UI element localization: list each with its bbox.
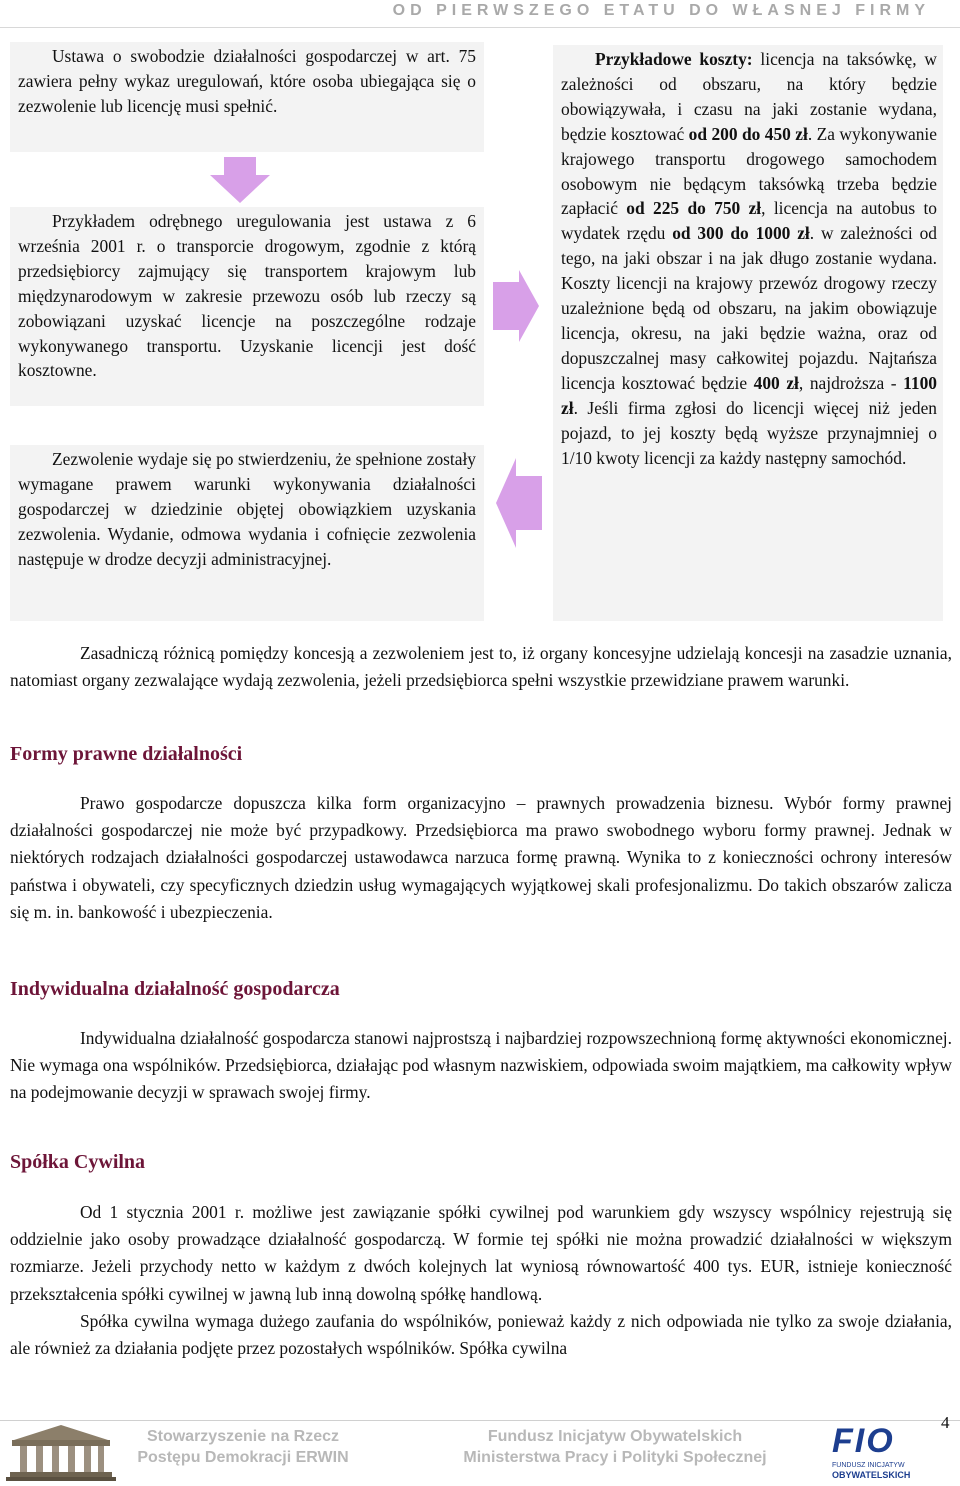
arrow-left-icon: [496, 458, 542, 548]
footer-org-line2: Postępu Demokracji ERWIN: [137, 1449, 349, 1466]
costs-text-3: , licencja na autobus to wydatek rzędu: [561, 198, 937, 244]
box-law-text: Ustawa o swobodzie działalności gospodarczej w art. 75 zawiera pełny wykaz uregulowań, które osoba ubiegająca się o zezwolenie lub licencję musi spełnić.: [18, 46, 476, 116]
costs-text-4: . w zależności od tego, na jaki obszar i na jak długo zostanie wydana. Koszty licencji na krajowy przewóz drogowy rzeczy uzależnione będą od obszaru, na jakim obowiązuje licencja, okresu, na jaki będzie ważna, oraz od dopuszczalnej masy całkowitej pojazdu. Najtańsza licencja kosztować będzie: [561, 223, 937, 393]
footer-fund: [430, 1426, 800, 1468]
section-individual: [10, 1025, 952, 1107]
costs-text-6: . Jeśli firma zgłosi do licencji więcej niż jeden pojazd, to jej koszty będą wyższe przynajmniej o 1/10 kwoty licencji za każdy następny samochód.: [561, 397, 937, 468]
erwin-temple-logo: [6, 1422, 116, 1482]
box-transport-regulation: [10, 207, 484, 406]
section-civil: [10, 1199, 952, 1362]
footer-organization: [118, 1426, 368, 1468]
costs-bus-range: od 300 do 1000 zł: [672, 223, 810, 244]
box-permit-info: [10, 445, 484, 621]
arrow-right-icon: [493, 270, 539, 342]
paragraph-forms: Prawo gospodarcze dopuszcza kilka form organizacyjno – prawnych prowadzenia biznesu. Wybór formy prawnej działalności gospodarczej nie może być przypadkowy. Przedsiębiorca ma prawo swobodnego wyboru formy prawnej. Jednak w niektórych rodzajach działalności gospodarczej ustawodawca narzuca formę prawną. Wynika to z konieczności ochrony interesów państwa i obywateli, czy specyficznych dziedzin usług wymagających wyjątkowej skali profesjonalizmu. Do takich obszarów zalicza się m. in. bankowość i ubezpieczenia.: [10, 793, 952, 922]
costs-text-1: licencja na taksówkę, w zależności od obszaru, na który będzie obowiązywała, i czasu na jaki zostanie wydana, będzie kosztować: [561, 49, 937, 144]
section-forms: [10, 790, 952, 926]
costs-lead: Przykładowe koszty:: [595, 49, 753, 69]
running-header: OD PIERWSZEGO ETATU DO WŁASNEJ FIRMY: [392, 2, 930, 19]
footer-fund-line2: Ministerstwa Pracy i Polityki Społecznej: [463, 1449, 767, 1466]
fio-logo-sub1: FUNDUSZ INICJATYW: [832, 1462, 905, 1469]
footer-rule: [0, 1420, 960, 1421]
fio-logo: [832, 1424, 938, 1480]
costs-text-5: , najdroższa -: [798, 372, 904, 393]
fio-logo-text: FIO: [832, 1422, 895, 1460]
page-number: 4: [941, 1413, 950, 1432]
costs-min: 400 zł: [753, 372, 799, 393]
section-difference: [10, 640, 952, 694]
costs-car-range: od 225 do 750 zł: [626, 198, 762, 219]
paragraph-individual: Indywidualna działalność gospodarcza stanowi najprostszą i najbardziej rozpowszechnioną formę aktywności ekonomicznej. Nie wymaga ona wspólników. Przedsiębiorca, działając pod własnym nazwiskiem, odpowiada swoim majątkiem, ma całkowity wpływ na podejmowanie decyzji w sprawach swojej firmy.: [10, 1028, 952, 1103]
box-law-article: [10, 42, 484, 152]
box-costs-text: [561, 47, 937, 470]
paragraph-civil-2: Spółka cywilna wymaga dużego zaufania do wspólników, ponieważ każdy z nich odpowiada nie tylko za swoje działania, ale również za działania podjęte przez pozostałych wspólników. Spółka cywilna: [10, 1310, 952, 1359]
heading-civil: Spółka Cywilna: [10, 1151, 146, 1173]
fio-logo-sub2: OBYWATELSKICH: [832, 1470, 911, 1480]
header-rule: [0, 27, 960, 28]
costs-taxi-range: od 200 do 450 zł: [688, 123, 808, 144]
footer-fund-line1: Fundusz Inicjatyw Obywatelskich: [487, 1428, 743, 1445]
footer-org-line1: Stowarzyszenie na Rzecz: [146, 1428, 340, 1445]
box-permit-text: Zezwolenie wydaje się po stwierdzeniu, że spełnione zostały wymagane prawem warunki wykonywania działalności gospodarczej w dziedzinie objętej obowiązkiem uzyskania zezwolenia. Wydanie, odmowa wydania i cofnięcie zezwolenia następuje w drodze decyzji administracyjnej.: [18, 449, 476, 569]
paragraph-difference: Zasadniczą różnicą pomiędzy koncesją a zezwoleniem jest to, iż organy koncesyjne udzielają koncesji na zasadzie uznania, natomiast organy zezwalające wydają zezwolenia, jeżeli przedsiębiorca spełni wszystkie przewidziane prawem warunki.: [10, 643, 952, 691]
box-transport-text: Przykładem odrębnego uregulowania jest ustawa z 6 września 2001 r. o transporcie drogowym, zgodnie z którą przedsiębiorcy zajmujący się transportem krajowym lub międzynarodowym w zakresie przewozu osób lub rzeczy są zobowiązani uzyskać licencje na poszczególne rodzaje wykonywanego transportu. Uzyskanie licencji jest dość kosztowne.: [18, 211, 476, 381]
box-license-costs: [553, 45, 943, 621]
heading-forms: Formy prawne działalności: [10, 743, 243, 765]
costs-text-2: . Za wykonywanie krajowego transportu drogowego samochodem osobowym nie będącym taksówką trzeba będzie zapłacić: [561, 123, 937, 219]
paragraph-civil-1: Od 1 stycznia 2001 r. możliwe jest zawiązanie spółki cywilnej pod warunkiem gdy wszyscy wspólnicy rejestrują się oddzielnie jako osoby prowadzące działalność gospodarczą. W formie tej spółki nie można prowadzić działalności w większym rozmiarze. Jeżeli przychody netto w każdym z dwóch kolejnych lat wyniosą równowartość 400 tys. EUR, istnieje konieczność przekształcenia spółki cywilnej w jawną lub inną dowolną spółkę handlową.: [10, 1202, 952, 1304]
heading-individual: Indywidualna działalność gospodarcza: [10, 978, 340, 1000]
arrow-down-icon: [210, 157, 270, 203]
costs-max: 1100 zł: [561, 372, 937, 418]
